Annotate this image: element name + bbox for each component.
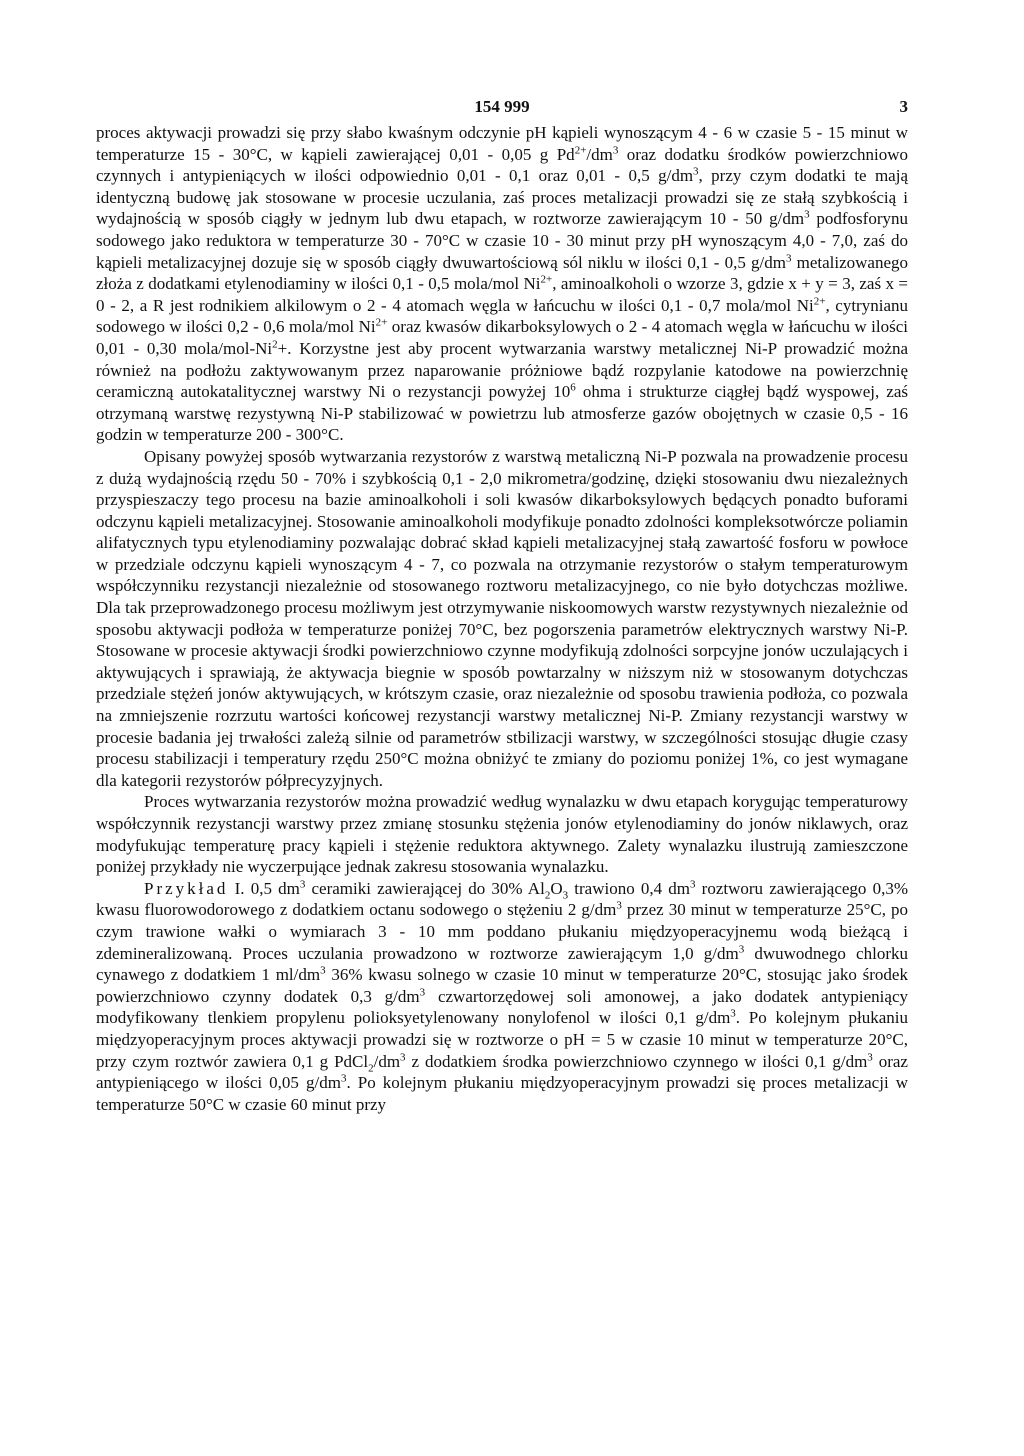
text-run: /dm <box>586 144 613 164</box>
text-run: I. 0,5 dm <box>228 878 300 898</box>
paragraph-p4 <box>96 878 908 1116</box>
text-run: podfosforynu sodowego jako reduktora w temperaturze 30 - 70°C w czasie 10 - 30 minut przy pH wynoszącym 4,0 - 7,0, zaś do kąpieli metalizacyjnej dozuje się w sposób ciągły dwuwartościową sól niklu w ilości 0,1 - 0,5 g/dm <box>96 209 908 272</box>
text-run: oraz dodatku środków powierzchniowo czynnych i antypieniących w ilości odpowiednio 0,01 - 0,1 oraz 0,01 - 0,5 g/dm <box>96 144 908 186</box>
text-run: przez 30 minut w temperaturze 25°C, po czym trawione wałki o wymiarach 3 - 10 mm poddano płukaniu międzyoperacyjnemu wodą bieżącą i zdemineralizowaną. Proces uczulania prowadzono w roztworze zawierającym 1,0 g/dm <box>96 900 908 963</box>
text-run: , przy czym dodatki te mają identyczną budowę jak stosowane w procesie uczulania, zaś proces metalizacji prowadzi się ze stałą szybkością i wydajnością w sposób ciągły w jednym lub dwu etapach, w roztworze zawierającym 10 - 50 g/dm <box>96 166 908 229</box>
text-run: Przykład <box>144 878 229 898</box>
body-text <box>96 122 908 1115</box>
text-run: 36% kwasu solnego w czasie 10 minut w temperaturze 20°C, stosując jako środek powierzchniowo czynny dodatek 0,3 g/dm <box>96 965 908 1006</box>
text-run: dwuwodnego chlorku cynawego z dodatkiem 1 ml/dm <box>96 943 908 985</box>
superscript: 3 <box>785 251 792 264</box>
superscript: 3 <box>419 986 426 999</box>
page-header <box>96 96 908 120</box>
superscript: 2+ <box>375 316 388 329</box>
text-run: +. Korzystne jest aby procent wytwarzania warstwy metalicznej Ni-P prowadzić można również na podłożu zaktywowanym przez naparowanie próżniowe bądź rozpylanie katodowe na powierzchnię ceramiczną autokatalitycznej warstwy Ni o rezystancji powyżej 10 <box>96 338 909 402</box>
superscript: 2 <box>272 338 278 351</box>
text-run: roztworu zawierającego 0,3% kwasu fluorowodorowego z dodatkiem octanu sodowego o stężeniu 2 g/dm <box>96 878 909 920</box>
paragraph-p2 <box>96 446 908 792</box>
text-run: , cytrynianu sodowego w ilości 0,2 - 0,6 mola/mol Ni <box>96 295 908 337</box>
superscript: 2+ <box>540 273 553 286</box>
superscript: 2+ <box>574 143 587 156</box>
superscript: 3 <box>738 942 745 955</box>
document-page <box>96 96 908 1115</box>
text-run: ohma i strukturze ciągłej bądź wyspowej, zaś otrzymaną warstwę rezystywną Ni-P stabilizować w powietrzu lub atmosferze gazów obojętnych w czasie 0,5 - 16 godzin w temperaturze 200 - 300°C. <box>96 382 909 445</box>
subscript: 2 <box>368 1061 374 1074</box>
superscript: 3 <box>804 208 810 221</box>
superscript: 3 <box>693 165 699 178</box>
text-run: O <box>550 878 563 898</box>
paragraph-p1 <box>96 122 908 446</box>
patent-number: 154 999 <box>474 97 530 116</box>
subscript: 2 <box>544 889 551 902</box>
superscript: 2+ <box>813 295 826 308</box>
paragraph-p3 <box>96 791 908 877</box>
superscript: 3 <box>340 1072 347 1085</box>
superscript: 3 <box>320 964 326 977</box>
text-run: , aminoalkoholi o wzorze 3, gdzie x + y = 3, zaś x = 0 - 2, a R jest rodnikiem alkilowym o 2 - 4 atomach węgla w łańcuchu w ilości 0,1 - 0,7 mola/mol Ni <box>96 274 908 315</box>
text-run: metalizowanego złoża z dodatkami etylenodiaminy w ilości 0,1 - 0,5 mola/mol Ni <box>96 252 908 294</box>
text-run: . Po kolejnym płukaniu międzyoperacyjnym prowadzi się proces metalizacji w temperaturze 50°C w czasie 60 minut przy <box>96 1073 908 1114</box>
text-run: oraz kwasów dikarboksylowych o 2 - 4 atomach węgla w łańcuchu w ilości 0,01 - 0,30 mola/mol-Ni <box>96 317 909 358</box>
superscript: 3 <box>612 143 619 156</box>
superscript: 3 <box>690 878 696 891</box>
superscript: 6 <box>570 381 576 394</box>
text-run: . Po kolejnym płukaniu międzyoperacyjnym proces aktywacji prowadzi się w roztworze o pH = 5 w czasie 10 minut w temperaturze 20°C, przy czym roztwór zawiera 0,1 g PdCl <box>96 1008 908 1071</box>
text-run: Opisany powyżej sposób wytwarzania rezystorów z warstwą metaliczną Ni-P pozwala na prowadzenie procesu z dużą wydajnością rzędu 50 - 70% i szybkością 0,1 - 2,0 mikrometra/godzinę, dzięki stosowaniu dwu niezależnych przyspieszaczy tego procesu na bazie aminoalkoholi i soli kwasów dikarboksylowych będących ponadto buforami odczynu kąpieli metalizacyjnej. Stosowanie aminoalkoholi modyfikuje ponadto zdolności kompleksotwórcze poliamin alifatycznych typu etylenodiaminy pozwalając dobrać skład kąpieli metalizacyjnej stałą zawartość fosforu w powłoce w przedziale odczynu kąpieli wynoszącym 4 - 7, co pozwala na otrzymanie rezystorów o stałym temperaturowym współczynniku rezystancji niezależnie od stosowanego roztworu metalizacyjnego, co nie było dotychczas możliwe. Dla tak przeprowadzonego procesu możliwym jest otrzymywanie niskoomowych warstw rezystywnych niezależnie od sposobu aktywacji podłoża w temperaturze poniżej 70°C, bez pogorszenia parametrów elektrycznych warstwy Ni-P. Stosowane w procesie aktywacji środki powierzchniowo czynne modyfikują zdolności sorpcyjne jonów uczulających i aktywujących i sprawiają, że aktywacja biegnie w sposób powtarzalny w niższym niż w stosowanym dotychczas przedziale stężeń jonów aktywujących, w krótszym czasie, oraz niezależnie od sposobu trawienia podłoża, co pozwala na zmniejszenie rozrzutu wartości końcowej rezystancji warstwy metalicznej Ni-P. Zmiany rezystancji warstwy w procesie badania jej trwałości zależą silnie od parametrów stbilizacji warstwy, w szczególności stosując długie czasy procesu stabilizacji i temperatury rzędu 250°C można obniżyć te zmiany do poziomu poniżej 1%, co jest wymagane dla kategorii rezystorów półprecyzyjnych. <box>96 446 908 790</box>
text-run: czwartorzędowej soli amonowej, a jako dodatek antypieniący modyfikowany tlenkiem propylenu polioksyetylenowany nonylofenol w ilości 0,1 g/dm <box>96 986 908 1028</box>
superscript: 3 <box>730 1007 736 1020</box>
superscript: 3 <box>867 1050 873 1063</box>
text-run: Proces wytwarzania rezystorów można prowadzić według wynalazku w dwu etapach korygując temperaturowy współczynnik rezystancji warstwy przez zmianę stosunku stężenia jonów etylenodiaminy do jonów niklawych, oraz modyfukując temperaturę pracy kąpieli i stężenie reduktora aktywnego. Zalety wynalazku ilustrują zamieszczone poniżej przykłady nie wyczerpujące jednak zakresu stosowania wynalazku. <box>96 792 908 877</box>
superscript: 3 <box>616 899 622 912</box>
text-run: oraz antypieniącego w ilości 0,05 g/dm <box>96 1051 908 1093</box>
page-number: 3 <box>899 97 908 116</box>
text-run: proces aktywacji prowadzi się przy słabo kwaśnym odczynie pH kąpieli wynoszącym 4 - 6 w czasie 5 - 15 minut w temperaturze 15 - 30°C, w kąpieli zawierającej 0,01 - 0,05 g Pd <box>96 123 908 164</box>
text-run: trawiono 0,4 dm <box>568 878 691 898</box>
superscript: 3 <box>299 878 306 891</box>
text-run: z dodatkiem środka powierzchniowo czynnego w ilości 0,1 g/dm <box>405 1051 868 1071</box>
text-run: ceramiki zawierającej do 30% Al <box>305 878 545 898</box>
text-run: /dm <box>373 1051 401 1071</box>
superscript: 3 <box>400 1050 406 1063</box>
subscript: 3 <box>562 889 569 902</box>
